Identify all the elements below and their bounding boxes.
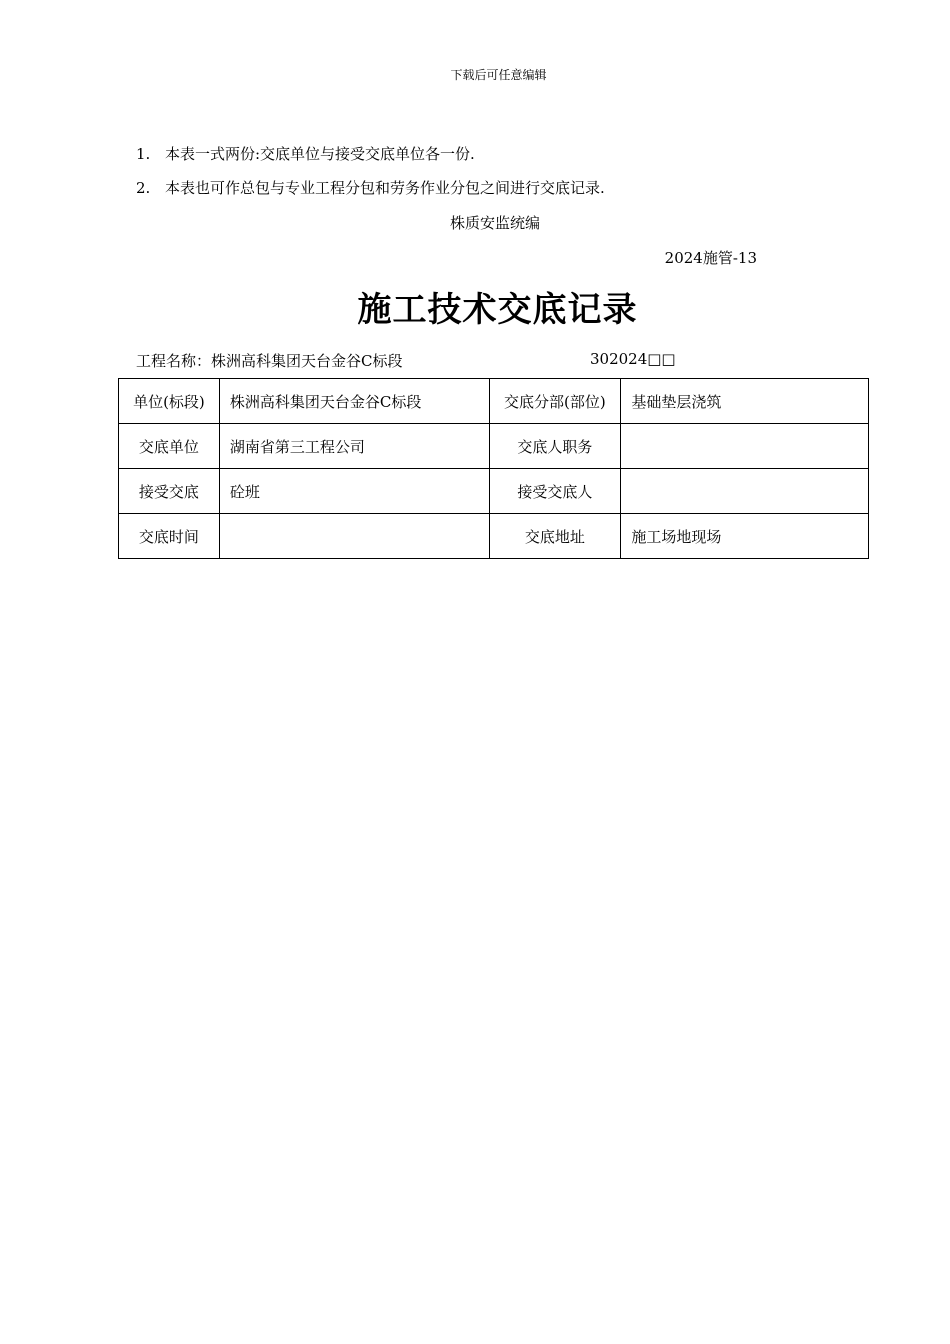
note-text: 本表一式两份:交底单位与接受交底单位各一份. [165,145,475,163]
page-title: 施工技术交底记录 [357,290,638,330]
cell-value-issuer: 湖南省第三工程公司 [219,424,489,469]
cell-label-issuer-title: 交底人职务 [489,424,621,469]
project-name-label: 工程名称： [136,352,212,370]
cell-label-receiver: 接受交底 [119,469,220,514]
cell-label-issuer: 交底单位 [119,424,220,469]
form-code: 2024施管-13 [664,249,757,267]
note-item [136,143,605,177]
info-table [118,378,869,559]
notes-list [136,143,605,211]
note-text: 本表也可作总包与专业工程分包和劳务作业分包之间进行交底记录. [165,179,605,197]
table-row [119,514,869,559]
cell-label-location: 交底地址 [489,514,621,559]
note-item [136,177,605,211]
cell-value-unit: 株洲高科集团天台金谷C标段 [219,379,489,424]
project-name-value: 株洲高科集团天台金谷C标段 [211,352,403,370]
cell-label-receiver-person: 接受交底人 [489,469,621,514]
cell-value-receiver: 砼班 [219,469,489,514]
cell-value-time [219,514,489,559]
cell-value-part: 基础垫层浇筑 [621,379,869,424]
project-code: 302024□□ [590,350,676,368]
cell-value-receiver-person [621,469,869,514]
project-name-line [136,350,403,371]
table-row [119,469,869,514]
cell-label-unit: 单位(标段) [119,379,220,424]
cell-label-time: 交底时间 [119,514,220,559]
table-row [119,424,869,469]
note-number: 1. [136,145,151,163]
table-row [119,379,869,424]
cell-value-issuer-title [621,424,869,469]
cell-value-location: 施工场地现场 [621,514,869,559]
header-note: 下载后可任意编辑 [450,68,547,82]
note-number: 2. [136,179,151,197]
compiler-label: 株质安监统编 [449,214,540,232]
cell-label-part: 交底分部(部位) [489,379,621,424]
